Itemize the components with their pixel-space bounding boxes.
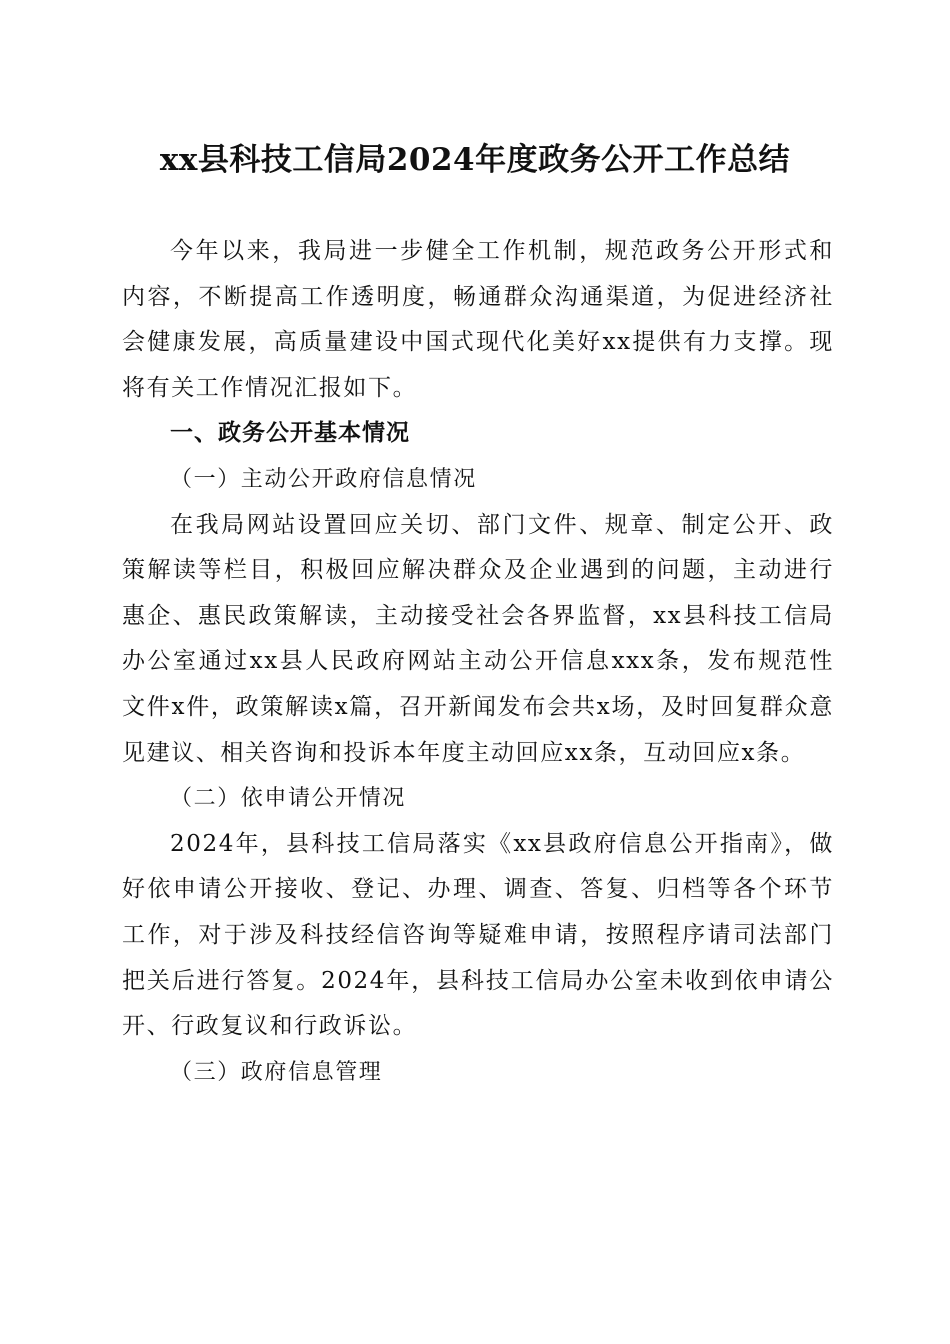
application-disclosure-paragraph: 2024年，县科技工信局落实《xx县政府信息公开指南》，做好依申请公开接收、登记、办理、调查、答复、归档等各个环节工作，对于涉及科技经信咨询等疑难申请，按照程序请司法部门把关后进行答复。2024年，县科技工信局办公室未收到依申请公开、行政复议和行政诉讼。 <box>122 830 834 1040</box>
subsection-heading-application-disclosure: （二）依申请公开情况 <box>170 786 407 812</box>
document-body <box>122 229 834 1095</box>
subsection-heading-proactive-disclosure: （一）主动公开政府信息情况 <box>170 466 477 492</box>
subsection-heading-information-management: （三）政府信息管理 <box>170 1059 383 1085</box>
proactive-disclosure-paragraph: 在我局网站设置回应关切、部门文件、规章、制定公开、政策解读等栏目，积极回应解决群众及企业遇到的问题，主动进行惠企、惠民政策解读，主动接受社会各界监督，xx县科技工信局办公室通过xx县人民政府网站主动公开信息xxx条，发布规范性文件x件，政策解读x篇，召开新闻发布会共x场，及时回复群众意见建议、相关咨询和投诉本年度主动回应xx条，互动回应x条。 <box>122 511 834 766</box>
section-heading-basic-situation: 一、政务公开基本情况 <box>170 420 410 447</box>
intro-paragraph: 今年以来，我局进一步健全工作机制，规范政务公开形式和内容，不断提高工作透明度，畅通群众沟通渠道，为促进经济社会健康发展，高质量建设中国式现代化美好xx提供有力支撑。现将有关工作情况汇报如下。 <box>122 238 834 401</box>
document-title: xx县科技工信局2024年度政务公开工作总结 <box>159 142 791 178</box>
